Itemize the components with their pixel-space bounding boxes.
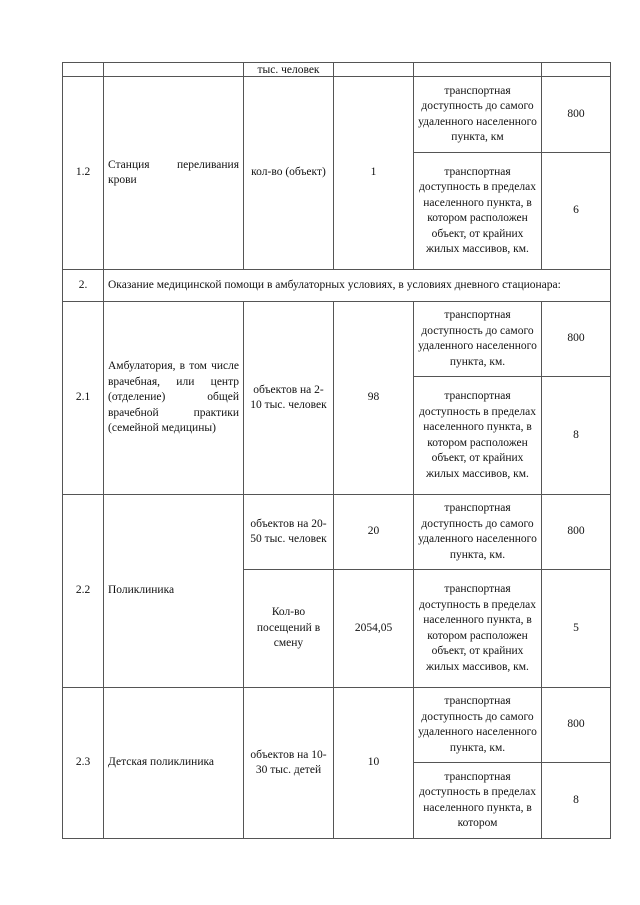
cell-unit: кол-во (объект) <box>244 77 334 270</box>
table-row <box>63 270 611 302</box>
cell-indicator-value: 8 <box>542 377 611 495</box>
table-row <box>63 302 611 377</box>
cell-unit: объектов на 10-30 тыс. детей <box>244 688 334 839</box>
table-row <box>63 63 611 77</box>
cell-num: 2. <box>63 270 104 302</box>
cell-value: 2054,05 <box>334 570 414 688</box>
cell-indicator: транспортная доступность в пределах населенного пункта, в котором расположен объект, от крайних жилых массивов, км. <box>414 153 542 270</box>
table-row <box>63 495 611 570</box>
cell-unit: тыс. человек <box>244 63 334 77</box>
cell-indicator: транспортная доступность до самого удаленного населенного пункта, км <box>414 77 542 153</box>
cell-indicator: транспортная доступность в пределах населенного пункта, в котором расположен объект, от крайних жилых массивов, км. <box>414 570 542 688</box>
cell-name: Амбулатория, в том числе врачебная, или центр (отделение) общей врачебной практики (семейной медицины) <box>104 302 244 495</box>
cell-unit: объектов на 2-10 тыс. человек <box>244 302 334 495</box>
cell-value <box>334 63 414 77</box>
cell-value: 98 <box>334 302 414 495</box>
norms-table <box>62 62 611 839</box>
section-title: Оказание медицинской помощи в амбулаторных условиях, в условиях дневного стационара: <box>104 270 611 302</box>
cell-unit: Кол-во посещений в смену <box>244 570 334 688</box>
cell-indicator: транспортная доступность в пределах населенного пункта, в котором <box>414 763 542 839</box>
cell-indicator: транспортная доступность в пределах населенного пункта, в котором расположен объект, от крайних жилых массивов, км. <box>414 377 542 495</box>
cell-indicator-value: 800 <box>542 77 611 153</box>
cell-indicator-value <box>542 63 611 77</box>
cell-num: 1.2 <box>63 77 104 270</box>
cell-num: 2.2 <box>63 495 104 688</box>
table-row <box>63 688 611 763</box>
cell-indicator-value: 800 <box>542 495 611 570</box>
cell-indicator-value: 6 <box>542 153 611 270</box>
cell-indicator-value: 800 <box>542 302 611 377</box>
cell-indicator: транспортная доступность до самого удаленного населенного пункта, км. <box>414 302 542 377</box>
cell-name: Поликлиника <box>104 495 244 688</box>
cell-value: 10 <box>334 688 414 839</box>
cell-value: 1 <box>334 77 414 270</box>
cell-indicator-value: 800 <box>542 688 611 763</box>
cell-indicator <box>414 63 542 77</box>
cell-name: Детская поликлиника <box>104 688 244 839</box>
cell-indicator: транспортная доступность до самого удаленного населенного пункта, км. <box>414 688 542 763</box>
cell-value: 20 <box>334 495 414 570</box>
table-row <box>63 77 611 153</box>
cell-indicator-value: 5 <box>542 570 611 688</box>
cell-name: Станция переливания крови <box>104 77 244 270</box>
cell-num <box>63 63 104 77</box>
cell-num: 2.3 <box>63 688 104 839</box>
cell-indicator-value: 8 <box>542 763 611 839</box>
cell-num: 2.1 <box>63 302 104 495</box>
cell-unit: объектов на 20-50 тыс. человек <box>244 495 334 570</box>
cell-indicator: транспортная доступность до самого удаленного населенного пункта, км. <box>414 495 542 570</box>
cell-name <box>104 63 244 77</box>
